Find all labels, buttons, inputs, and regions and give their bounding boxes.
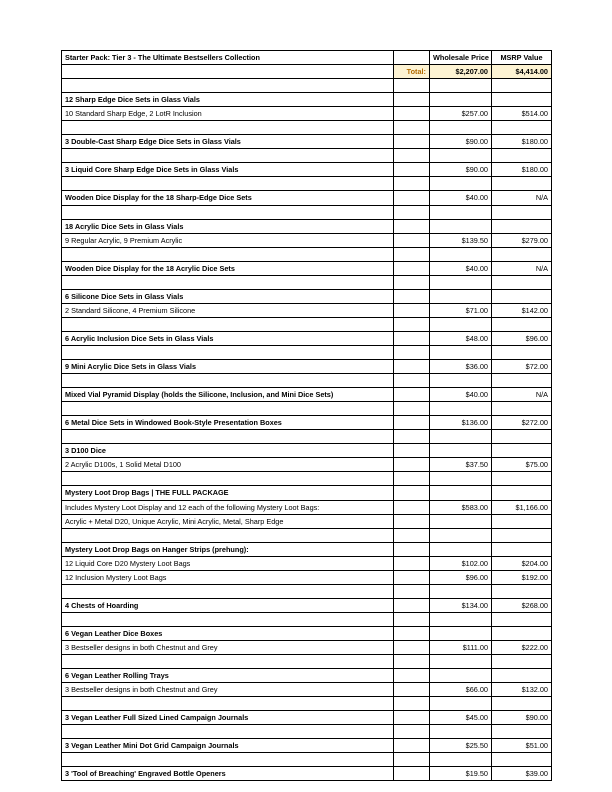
table-row: [62, 711, 552, 725]
blank-cell: [62, 121, 394, 135]
blank-cell: [394, 345, 430, 359]
price-sheet: [61, 50, 551, 781]
blank-cell: [430, 612, 492, 626]
table-row-blank: [62, 121, 552, 135]
blank-cell: [394, 149, 430, 163]
spacer-cell: [394, 458, 430, 472]
row-group-label: Mixed Vial Pyramid Display (holds the Silicone, Inclusion, and Mini Dice Sets): [62, 388, 394, 402]
blank-cell: [62, 655, 394, 669]
table-row: [62, 261, 552, 275]
table-row-blank: [62, 584, 552, 598]
blank-cell: [394, 430, 430, 444]
row-item-label: 9 Regular Acrylic, 9 Premium Acrylic: [62, 233, 394, 247]
blank-cell: [430, 345, 492, 359]
blank-cell: [62, 697, 394, 711]
row-group-label: 3 Double-Cast Sharp Edge Dice Sets in Glass Vials: [62, 135, 394, 149]
blank-cell: [492, 612, 552, 626]
blank-cell: [394, 402, 430, 416]
table-row: [62, 289, 552, 303]
row-wholesale-price: [430, 444, 492, 458]
table-row: [62, 219, 552, 233]
blank-cell: [62, 205, 394, 219]
total-label: Total:: [394, 65, 430, 79]
spacer-cell: [394, 669, 430, 683]
row-msrp-value: $180.00: [492, 163, 552, 177]
row-msrp-value: $272.00: [492, 416, 552, 430]
spacer-cell: [394, 514, 430, 528]
blank-cell: [430, 247, 492, 261]
row-wholesale-price: [430, 93, 492, 107]
column-header-wholesale: Wholesale Price: [430, 51, 492, 65]
table-row-blank: [62, 79, 552, 93]
table-row: [62, 626, 552, 640]
blank-cell: [62, 149, 394, 163]
row-msrp-value: [492, 93, 552, 107]
blank-cell: [492, 317, 552, 331]
row-msrp-value: $142.00: [492, 303, 552, 317]
row-group-label: 12 Sharp Edge Dice Sets in Glass Vials: [62, 93, 394, 107]
row-wholesale-price: $66.00: [430, 683, 492, 697]
row-group-label: Wooden Dice Display for the 18 Acrylic Dice Sets: [62, 261, 394, 275]
row-group-label: 6 Silicone Dice Sets in Glass Vials: [62, 289, 394, 303]
blank-cell: [492, 472, 552, 486]
row-group-label: 3 Liquid Core Sharp Edge Dice Sets in Glass Vials: [62, 163, 394, 177]
blank-cell: [394, 177, 430, 191]
table-row-blank: [62, 430, 552, 444]
blank-cell: [430, 121, 492, 135]
row-group-label: 3 Vegan Leather Mini Dot Grid Campaign Journals: [62, 739, 394, 753]
spacer-cell: [394, 500, 430, 514]
table-row-blank: [62, 697, 552, 711]
table-row-blank: [62, 374, 552, 388]
blank-cell: [492, 374, 552, 388]
table-row-blank: [62, 317, 552, 331]
blank-cell: [430, 79, 492, 93]
row-group-label: 18 Acrylic Dice Sets in Glass Vials: [62, 219, 394, 233]
blank-cell: [430, 374, 492, 388]
blank-cell: [430, 725, 492, 739]
row-item-label: 10 Standard Sharp Edge, 2 LotR Inclusion: [62, 107, 394, 121]
blank-cell: [492, 430, 552, 444]
spacer-cell: [394, 711, 430, 725]
blank-cell: [394, 275, 430, 289]
spacer-cell: [394, 261, 430, 275]
blank-cell: [492, 205, 552, 219]
blank-cell: [394, 725, 430, 739]
row-wholesale-price: $25.50: [430, 739, 492, 753]
table-row: [62, 542, 552, 556]
row-wholesale-price: $36.00: [430, 360, 492, 374]
table-row-blank: [62, 205, 552, 219]
blank-cell: [394, 655, 430, 669]
blank-cell: [430, 753, 492, 767]
row-wholesale-price: $37.50: [430, 458, 492, 472]
blank-cell: [430, 317, 492, 331]
row-wholesale-price: $48.00: [430, 331, 492, 345]
table-row-blank: [62, 528, 552, 542]
table-row-blank: [62, 177, 552, 191]
blank-cell: [394, 374, 430, 388]
blank-cell: [492, 79, 552, 93]
row-wholesale-price: $111.00: [430, 640, 492, 654]
blank-cell: [492, 402, 552, 416]
row-wholesale-price: $257.00: [430, 107, 492, 121]
blank-cell: [394, 121, 430, 135]
table-row-blank: [62, 612, 552, 626]
spacer-cell: [394, 640, 430, 654]
row-item-label: 2 Acrylic D100s, 1 Solid Metal D100: [62, 458, 394, 472]
table-row: [62, 163, 552, 177]
total-row: [62, 65, 552, 79]
spacer-cell: [394, 388, 430, 402]
blank-cell: [492, 584, 552, 598]
table-row: [62, 739, 552, 753]
blank-cell: [492, 149, 552, 163]
row-msrp-value: $222.00: [492, 640, 552, 654]
row-group-label: 6 Vegan Leather Rolling Trays: [62, 669, 394, 683]
table-row: [62, 107, 552, 121]
blank-cell: [62, 247, 394, 261]
blank-cell: [492, 345, 552, 359]
table-row-blank: [62, 275, 552, 289]
table-row: [62, 191, 552, 205]
spacer-cell: [394, 767, 430, 781]
table-row-blank: [62, 402, 552, 416]
blank-cell: [492, 655, 552, 669]
row-wholesale-price: $45.00: [430, 711, 492, 725]
blank-cell: [62, 612, 394, 626]
row-msrp-value: N/A: [492, 261, 552, 275]
sheet-title: Starter Pack: Tier 3 - The Ultimate Bestsellers Collection: [62, 51, 394, 65]
row-wholesale-price: $134.00: [430, 598, 492, 612]
blank-cell: [394, 697, 430, 711]
blank-cell: [62, 528, 394, 542]
row-group-label: 4 Chests of Hoarding: [62, 598, 394, 612]
table-row: [62, 640, 552, 654]
table-row-blank: [62, 345, 552, 359]
table-row: [62, 135, 552, 149]
blank-cell: [492, 697, 552, 711]
blank-cell: [62, 177, 394, 191]
blank-cell: [62, 317, 394, 331]
table-row-blank: [62, 472, 552, 486]
row-msrp-value: $72.00: [492, 360, 552, 374]
row-msrp-value: $514.00: [492, 107, 552, 121]
spacer-cell: [394, 360, 430, 374]
blank-cell: [492, 275, 552, 289]
table-row: [62, 93, 552, 107]
blank-cell: [62, 79, 394, 93]
blank-cell: [62, 472, 394, 486]
table-row: [62, 598, 552, 612]
blank-cell: [492, 528, 552, 542]
row-wholesale-price: $19.50: [430, 767, 492, 781]
blank-cell: [492, 177, 552, 191]
row-wholesale-price: $40.00: [430, 388, 492, 402]
blank-cell: [394, 317, 430, 331]
table-row: [62, 486, 552, 500]
blank-cell: [492, 725, 552, 739]
blank-cell: [430, 205, 492, 219]
table-row: [62, 514, 552, 528]
row-msrp-value: [492, 444, 552, 458]
row-wholesale-price: $40.00: [430, 191, 492, 205]
table-row: [62, 331, 552, 345]
blank-cell: [62, 275, 394, 289]
spacer-cell: [394, 542, 430, 556]
blank-cell: [492, 121, 552, 135]
blank-cell: [430, 697, 492, 711]
table-row-blank: [62, 753, 552, 767]
spacer-cell: [394, 444, 430, 458]
row-msrp-value: $192.00: [492, 570, 552, 584]
row-wholesale-price: $71.00: [430, 303, 492, 317]
row-msrp-value: [492, 626, 552, 640]
row-msrp-value: [492, 514, 552, 528]
spacer-cell: [394, 93, 430, 107]
table-row: [62, 458, 552, 472]
spacer-cell: [394, 51, 430, 65]
spacer-cell: [394, 331, 430, 345]
row-msrp-value: $268.00: [492, 598, 552, 612]
row-msrp-value: $96.00: [492, 331, 552, 345]
spacer-cell: [394, 303, 430, 317]
row-wholesale-price: [430, 514, 492, 528]
table-row: [62, 360, 552, 374]
row-wholesale-price: [430, 486, 492, 500]
row-msrp-value: $75.00: [492, 458, 552, 472]
row-wholesale-price: $90.00: [430, 135, 492, 149]
row-wholesale-price: [430, 669, 492, 683]
row-msrp-value: N/A: [492, 388, 552, 402]
blank-cell: [430, 177, 492, 191]
spacer-cell: [394, 556, 430, 570]
blank-cell: [394, 79, 430, 93]
spacer-cell: [394, 191, 430, 205]
row-item-label: 12 Liquid Core D20 Mystery Loot Bags: [62, 556, 394, 570]
row-wholesale-price: [430, 626, 492, 640]
blank-cell: [394, 528, 430, 542]
row-wholesale-price: [430, 289, 492, 303]
row-group-label: 6 Vegan Leather Dice Boxes: [62, 626, 394, 640]
row-group-label: 6 Metal Dice Sets in Windowed Book-Style Presentation Boxes: [62, 416, 394, 430]
table-header-row: [62, 51, 552, 65]
blank-cell: [394, 753, 430, 767]
blank-cell: [430, 430, 492, 444]
row-item-label: 3 Bestseller designs in both Chestnut and Grey: [62, 640, 394, 654]
blank-cell: [62, 584, 394, 598]
row-msrp-value: $90.00: [492, 711, 552, 725]
row-wholesale-price: $139.50: [430, 233, 492, 247]
blank-cell: [430, 275, 492, 289]
row-item-label: 2 Standard Silicone, 4 Premium Silicone: [62, 303, 394, 317]
table-row: [62, 416, 552, 430]
row-item-label: Includes Mystery Loot Display and 12 each of the following Mystery Loot Bags:: [62, 500, 394, 514]
row-wholesale-price: [430, 219, 492, 233]
spacer-cell: [394, 233, 430, 247]
row-msrp-value: $51.00: [492, 739, 552, 753]
spacer-cell: [394, 683, 430, 697]
row-item-label: 12 Inclusion Mystery Loot Bags: [62, 570, 394, 584]
blank-cell: [430, 472, 492, 486]
spacer-cell: [394, 598, 430, 612]
spacer-cell: [394, 219, 430, 233]
row-wholesale-price: $96.00: [430, 570, 492, 584]
table-row: [62, 500, 552, 514]
table-row: [62, 767, 552, 781]
row-wholesale-price: $40.00: [430, 261, 492, 275]
spacer-cell: [394, 107, 430, 121]
table-row-blank: [62, 655, 552, 669]
table-body: [62, 51, 552, 781]
row-group-label: 3 D100 Dice: [62, 444, 394, 458]
column-header-msrp: MSRP Value: [492, 51, 552, 65]
blank-cell: [430, 584, 492, 598]
row-group-label: 3 Vegan Leather Full Sized Lined Campaign Journals: [62, 711, 394, 725]
table-row: [62, 303, 552, 317]
row-msrp-value: $180.00: [492, 135, 552, 149]
total-wholesale: $2,207.00: [430, 65, 492, 79]
spacer-cell: [394, 739, 430, 753]
spacer-cell: [394, 163, 430, 177]
row-group-label: Mystery Loot Drop Bags on Hanger Strips (prehung):: [62, 542, 394, 556]
row-wholesale-price: $583.00: [430, 500, 492, 514]
spacer-cell: [394, 416, 430, 430]
table-row: [62, 683, 552, 697]
spacer-cell: [394, 626, 430, 640]
blank-cell: [62, 374, 394, 388]
table-row: [62, 388, 552, 402]
table-row-blank: [62, 725, 552, 739]
blank-cell: [492, 753, 552, 767]
table-row-blank: [62, 247, 552, 261]
row-wholesale-price: $90.00: [430, 163, 492, 177]
table-row: [62, 444, 552, 458]
blank-cell: [62, 725, 394, 739]
row-msrp-value: $39.00: [492, 767, 552, 781]
blank-cell: [430, 402, 492, 416]
row-msrp-value: $279.00: [492, 233, 552, 247]
spacer-cell: [394, 289, 430, 303]
row-wholesale-price: $102.00: [430, 556, 492, 570]
row-group-label: 6 Acrylic Inclusion Dice Sets in Glass Vials: [62, 331, 394, 345]
blank-cell: [492, 247, 552, 261]
table-row: [62, 556, 552, 570]
row-wholesale-price: $136.00: [430, 416, 492, 430]
row-group-label: Mystery Loot Drop Bags | THE FULL PACKAGE: [62, 486, 394, 500]
row-msrp-value: $1,166.00: [492, 500, 552, 514]
row-msrp-value: [492, 542, 552, 556]
table-row-blank: [62, 149, 552, 163]
row-group-label: Wooden Dice Display for the 18 Sharp-Edge Dice Sets: [62, 191, 394, 205]
spacer-cell: [394, 135, 430, 149]
total-spacer: [62, 65, 394, 79]
row-msrp-value: [492, 669, 552, 683]
table-row: [62, 233, 552, 247]
blank-cell: [62, 430, 394, 444]
blank-cell: [394, 612, 430, 626]
row-msrp-value: [492, 289, 552, 303]
blank-cell: [62, 402, 394, 416]
row-group-label: 3 'Tool of Breaching' Engraved Bottle Openers: [62, 767, 394, 781]
row-item-label: Acrylic + Metal D20, Unique Acrylic, Mini Acrylic, Metal, Sharp Edge: [62, 514, 394, 528]
row-msrp-value: $132.00: [492, 683, 552, 697]
row-wholesale-price: [430, 542, 492, 556]
row-msrp-value: [492, 219, 552, 233]
row-item-label: 3 Bestseller designs in both Chestnut and Grey: [62, 683, 394, 697]
row-msrp-value: $204.00: [492, 556, 552, 570]
table-row: [62, 669, 552, 683]
blank-cell: [394, 472, 430, 486]
blank-cell: [62, 345, 394, 359]
row-msrp-value: N/A: [492, 191, 552, 205]
total-msrp: $4,414.00: [492, 65, 552, 79]
spacer-cell: [394, 486, 430, 500]
row-msrp-value: [492, 486, 552, 500]
blank-cell: [430, 149, 492, 163]
blank-cell: [430, 655, 492, 669]
blank-cell: [394, 584, 430, 598]
spacer-cell: [394, 570, 430, 584]
blank-cell: [394, 247, 430, 261]
blank-cell: [394, 205, 430, 219]
table-row: [62, 570, 552, 584]
blank-cell: [430, 528, 492, 542]
row-group-label: 9 Mini Acrylic Dice Sets in Glass Vials: [62, 360, 394, 374]
blank-cell: [62, 753, 394, 767]
price-table: [61, 50, 552, 781]
